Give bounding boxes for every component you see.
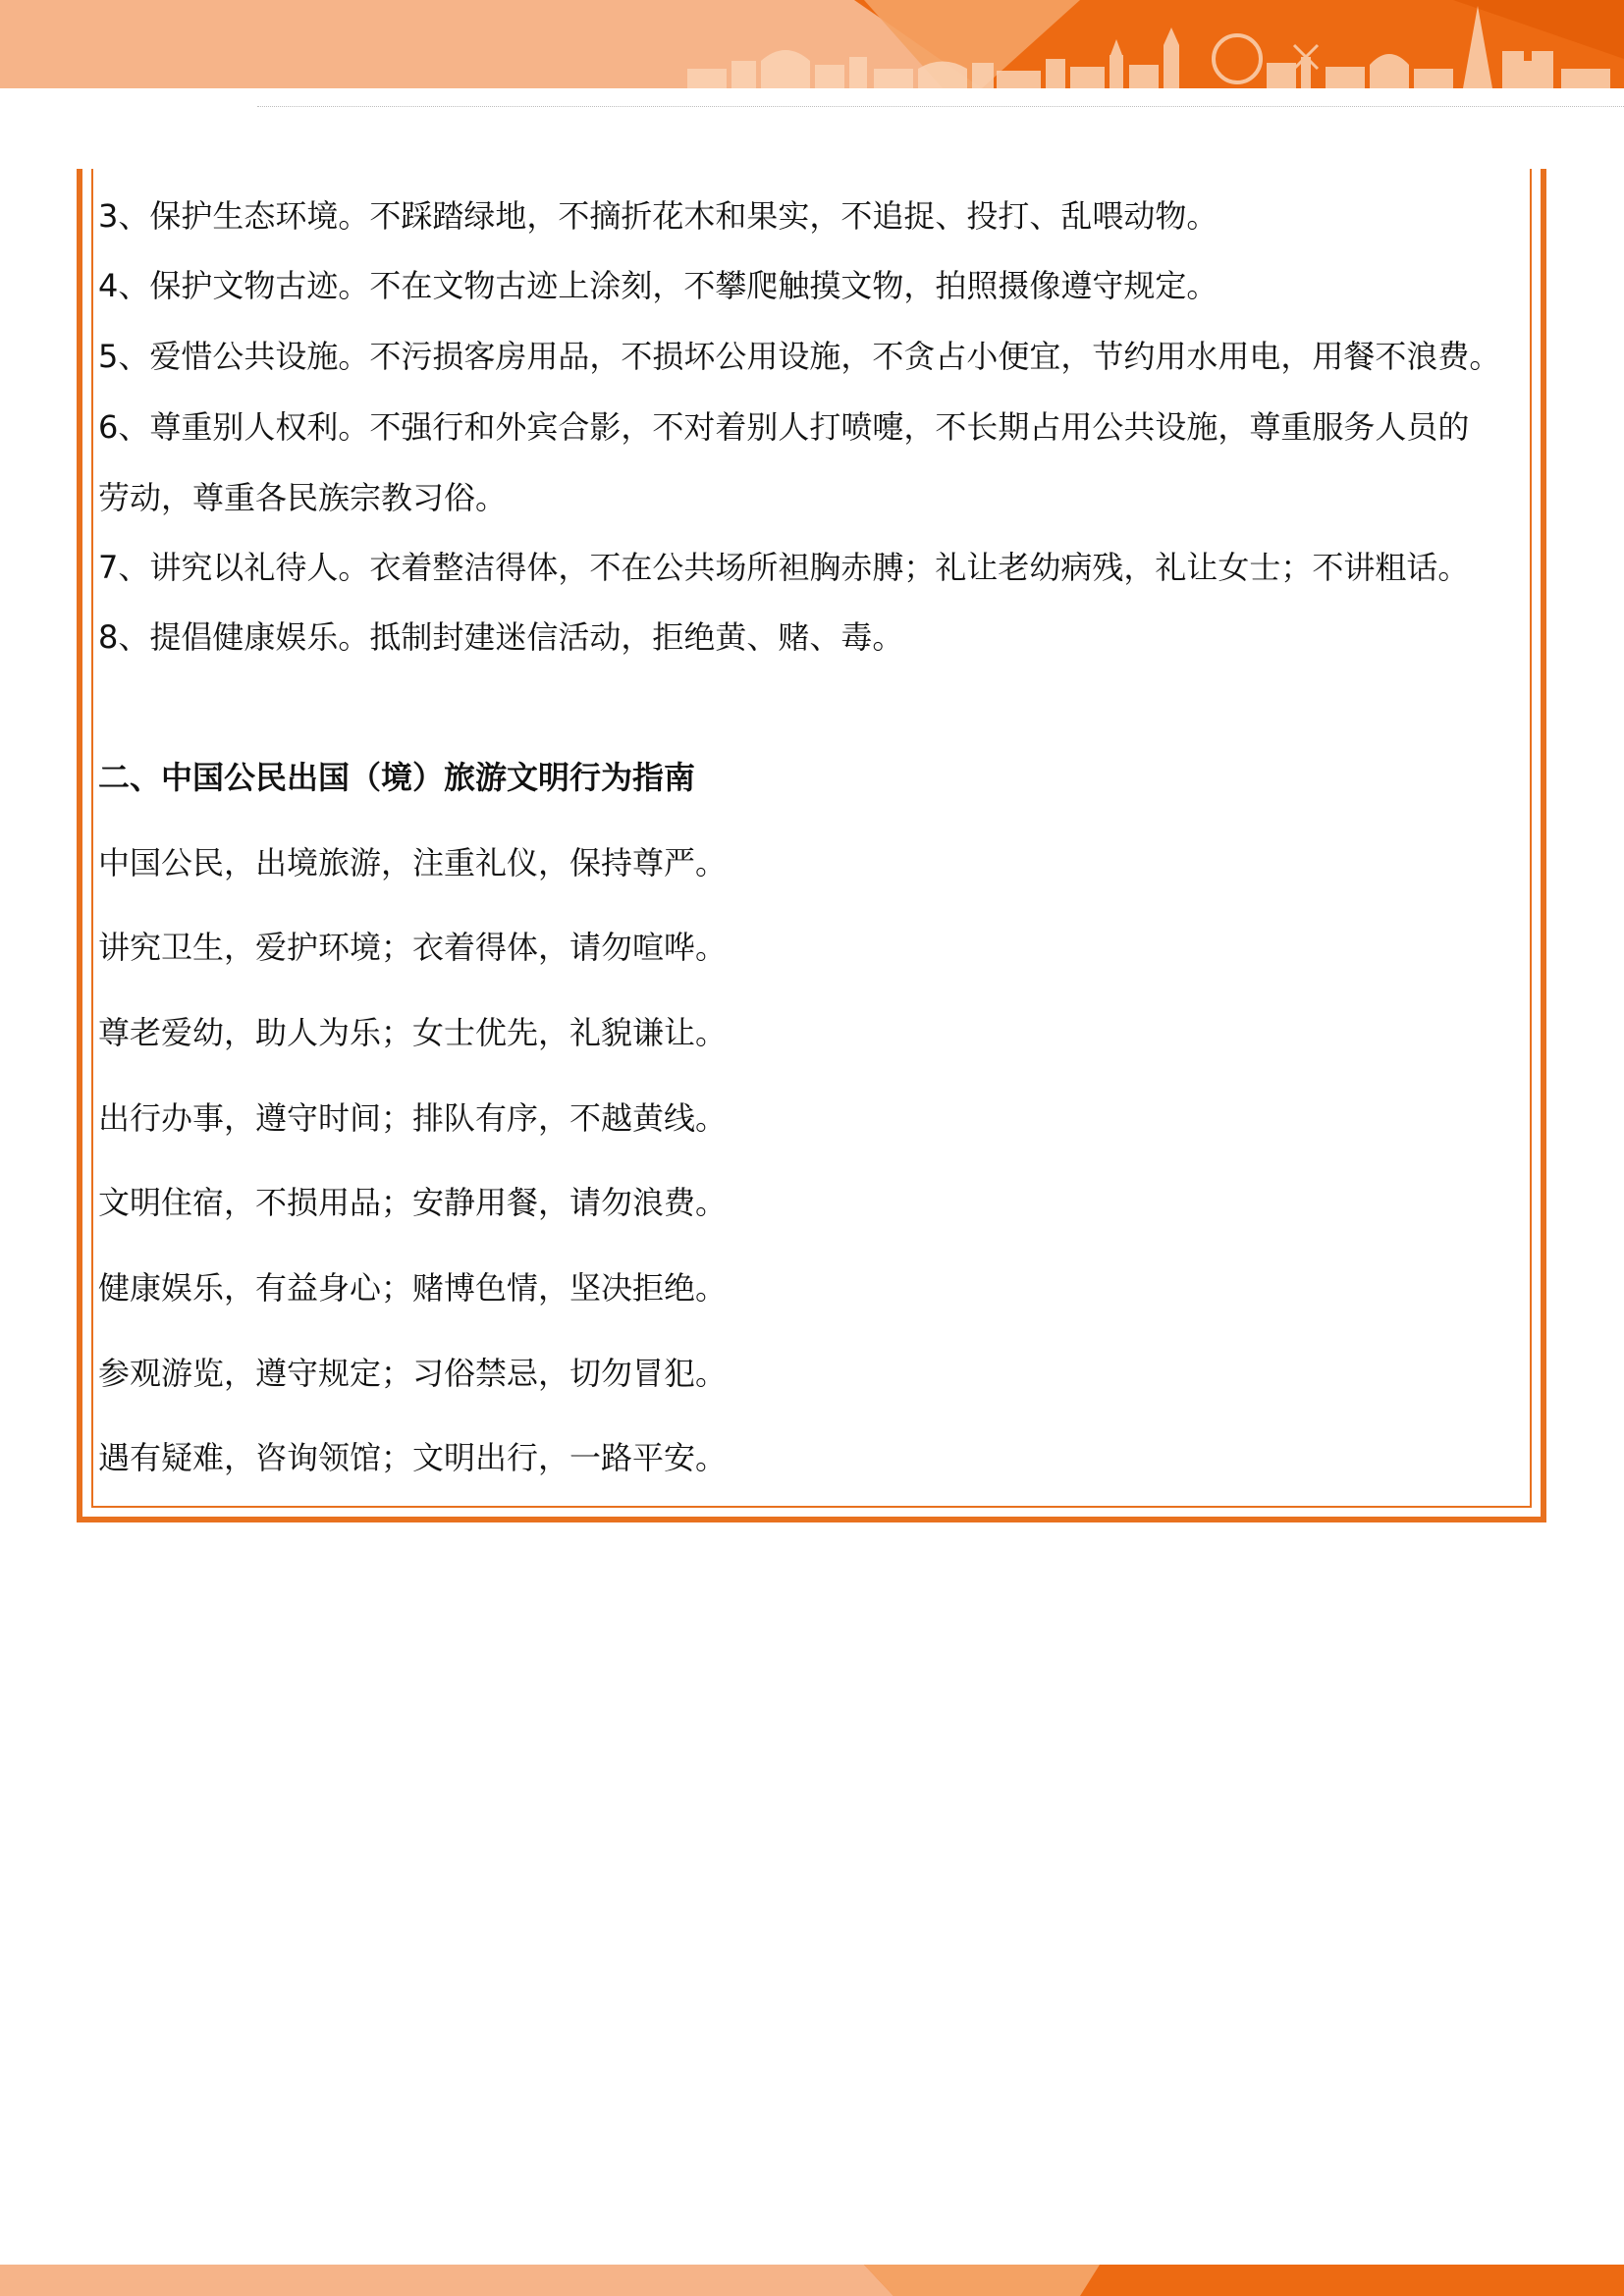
rule-item: 6、尊重别人权利。不强行和外宾合影，不对着别人打喷嚏，不长期占用公共设施，尊重服务人员的: [98, 408, 1470, 446]
rule-item: 3、保护生态环境。不踩踏绿地，不摘折花木和果实，不追捉、投打、乱喂动物。: [98, 197, 1218, 235]
guide-line: 文明住宿，不损用品；安静用餐，请勿浪费。: [98, 1184, 728, 1221]
guide-line: 出行办事，遵守时间；排队有序，不越黄线。: [98, 1099, 728, 1137]
guide-line: 遇有疑难，咨询领馆；文明出行，一路平安。: [98, 1439, 728, 1476]
rule-item: 7、讲究以礼待人。衣着整洁得体，不在公共场所袒胸赤膊；礼让老幼病残，礼让女士；不讲粗话。: [98, 549, 1470, 586]
section-heading: 二、中国公民出国（境）旅游文明行为指南: [98, 759, 696, 796]
header-banner: [0, 0, 1624, 88]
guide-line: 健康娱乐，有益身心；赌博色情，坚决拒绝。: [98, 1269, 728, 1307]
guide-line: 中国公民，出境旅游，注重礼仪，保持尊严。: [98, 844, 728, 881]
guide-line: 尊老爱幼，助人为乐；女士优先，礼貌谦让。: [98, 1014, 728, 1051]
rule-item: 5、爱惜公共设施。不污损客房用品，不损坏公用设施，不贪占小便宜，节约用水用电，用餐不浪费。: [98, 338, 1501, 375]
header-divider: [257, 106, 1624, 107]
footer-banner: [0, 2265, 1624, 2296]
rule-item-continuation: 劳动，尊重各民族宗教习俗。: [98, 479, 508, 516]
guide-line: 讲究卫生，爱护环境；衣着得体，请勿喧哗。: [98, 929, 728, 966]
guide-line: 参观游览，遵守规定；习俗禁忌，切勿冒犯。: [98, 1355, 728, 1392]
rule-item: 8、提倡健康娱乐。抵制封建迷信活动，拒绝黄、赌、毒。: [98, 618, 904, 656]
rule-item: 4、保护文物古迹。不在文物古迹上涂刻，不攀爬触摸文物，拍照摄像遵守规定。: [98, 267, 1218, 304]
